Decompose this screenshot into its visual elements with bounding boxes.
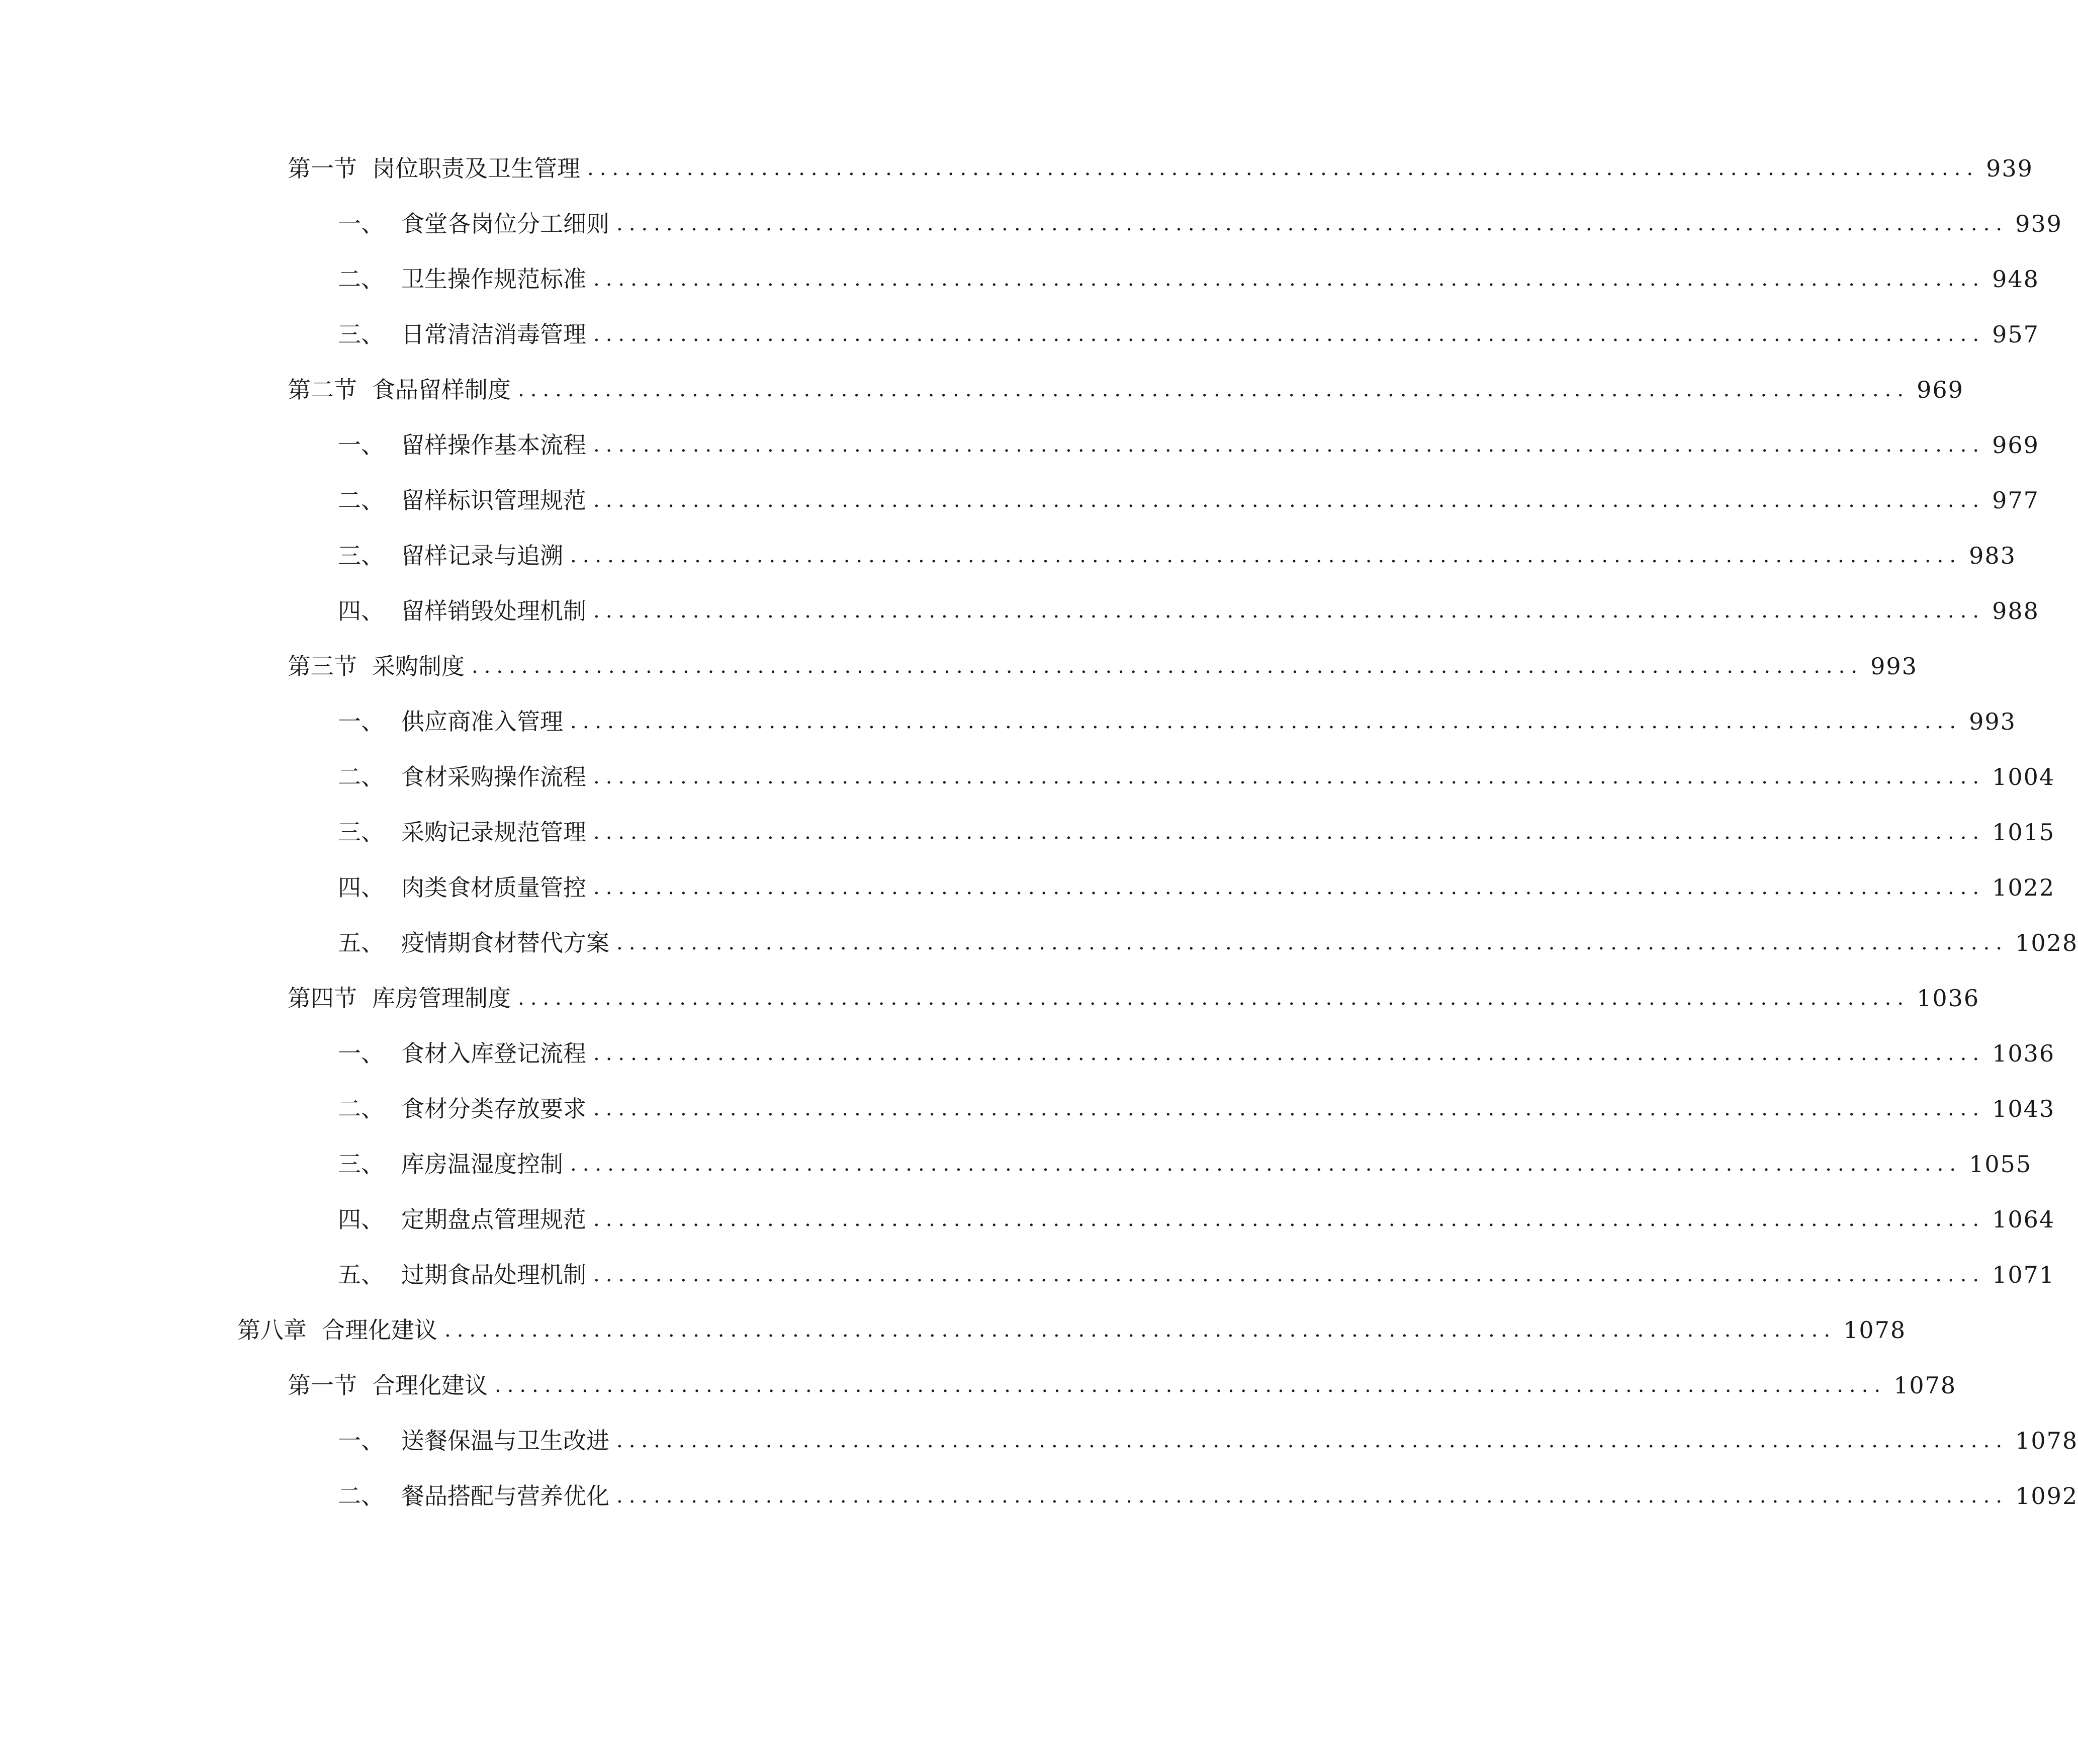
toc-entry[interactable] [338,1089,2055,1129]
entry-page-number: 969 [1992,431,2039,459]
entry-title: 岗位职责及卫生管理 [372,155,580,182]
dot-leader: ................................................................................................................ [570,710,1962,733]
entry-page-number: 1071 [1992,1261,2055,1288]
entry-number: 一、 [338,708,384,735]
entry-number: 二、 [338,487,384,514]
entry-number: 第四节 [288,985,357,1012]
entry-page-number: 939 [2015,210,2062,237]
toc-entry[interactable] [338,1476,2078,1516]
toc-entry[interactable] [288,978,1980,1018]
entry-number: 一、 [338,1040,384,1067]
entry-title: 过期食品处理机制 [401,1261,586,1288]
toc-entry[interactable] [338,314,2039,355]
entry-title: 餐品搭配与营养优化 [401,1482,609,1510]
dot-leader: ................................................................................................................ [593,268,1985,291]
entry-title: 合理化建议 [372,1372,488,1399]
dot-leader: ................................................................................................................ [616,1429,2009,1452]
entry-number: 二、 [338,266,384,293]
toc-entry[interactable] [338,1255,2055,1295]
entry-number: 第一节 [288,155,357,182]
entry-number: 一、 [338,210,384,237]
dot-leader: ................................................................................................................ [472,655,1864,678]
dot-leader: ................................................................................................................ [593,489,1985,512]
entry-page-number: 1055 [1969,1151,2032,1178]
dot-leader: ................................................................................................................ [616,212,2009,235]
entry-page-number: 1004 [1992,763,2055,790]
entry-number: 二、 [338,1095,384,1122]
dot-leader: ................................................................................................................ [495,1374,1887,1397]
entry-page-number: 1015 [1992,819,2055,846]
dot-leader: ................................................................................................................ [570,544,1962,567]
entry-title: 食材入库登记流程 [401,1040,586,1067]
entry-number: 一、 [338,431,384,459]
toc-entry[interactable] [338,536,2016,576]
toc-entry[interactable] [338,867,2055,908]
entry-title: 留样记录与追溯 [401,542,563,569]
entry-title: 采购制度 [372,653,465,680]
entry-title: 食品留样制度 [372,376,511,403]
entry-title: 肉类食材质量管控 [401,874,586,901]
dot-leader: ................................................................................................................ [444,1318,1837,1342]
toc-entry[interactable] [338,701,2016,742]
entry-number: 二、 [338,763,384,790]
dot-leader: ................................................................................................................ [570,1153,1962,1176]
toc-entry[interactable] [338,259,2039,299]
entry-page-number: 988 [1992,597,2039,625]
entry-page-number: 993 [1969,708,2016,735]
entry-title: 库房温湿度控制 [401,1151,563,1178]
toc-entry[interactable] [338,425,2039,465]
entry-number: 第二节 [288,376,357,403]
entry-page-number: 957 [1992,321,2039,348]
dot-leader: ................................................................................................................ [616,931,2009,954]
toc-entry[interactable] [288,148,2033,189]
dot-leader: ................................................................................................................ [593,323,1985,346]
entry-title: 疫情期食材替代方案 [401,929,609,956]
entry-title: 定期盘点管理规范 [401,1206,586,1233]
dot-leader: ................................................................................................................ [593,765,1985,788]
entry-number: 三、 [338,321,384,348]
dot-leader: ................................................................................................................ [593,821,1985,844]
toc-entry[interactable] [338,1421,2078,1461]
entry-title: 库房管理制度 [372,985,511,1012]
entry-page-number: 983 [1969,542,2016,569]
entry-number: 第八章 [237,1316,307,1344]
dot-leader: ................................................................................................................ [593,1097,1985,1120]
dot-leader: ................................................................................................................ [593,876,1985,899]
entry-title: 食堂各岗位分工细则 [401,210,609,237]
entry-number: 四、 [338,1206,384,1233]
entry-number: 二、 [338,1482,384,1510]
entry-number: 四、 [338,597,384,625]
toc-entry[interactable] [237,1310,1907,1350]
entry-number: 五、 [338,929,384,956]
toc-entry[interactable] [338,1144,2032,1184]
entry-number: 第三节 [288,653,357,680]
entry-page-number: 1078 [1843,1316,1907,1344]
entry-page-number: 1064 [1992,1206,2055,1233]
entry-number: 三、 [338,542,384,569]
entry-number: 三、 [338,1151,384,1178]
entry-page-number: 1022 [1992,874,2055,901]
entry-page-number: 939 [1986,155,2033,182]
entry-title: 留样操作基本流程 [401,431,586,459]
toc-entry[interactable] [338,1199,2055,1240]
entry-number: 四、 [338,874,384,901]
toc-entry[interactable] [288,1365,1957,1405]
entry-page-number: 969 [1917,376,1964,403]
entry-number: 第一节 [288,1372,357,1399]
dot-leader: ................................................................................................................ [518,987,1910,1010]
entry-title: 供应商准入管理 [401,708,563,735]
dot-leader: ................................................................................................................ [593,1263,1985,1286]
entry-page-number: 977 [1992,487,2039,514]
toc-entry[interactable] [288,646,1918,686]
entry-title: 食材分类存放要求 [401,1095,586,1122]
dot-leader: ................................................................................................................ [593,1208,1985,1231]
toc-entry[interactable] [338,480,2039,520]
entry-title: 合理化建议 [322,1316,437,1344]
toc-entry[interactable] [338,757,2055,797]
toc-entry[interactable] [338,204,2062,244]
entry-page-number: 948 [1992,266,2039,293]
dot-leader: ................................................................................................................ [593,1042,1985,1065]
toc-entry[interactable] [338,923,2078,963]
toc-entry[interactable] [338,591,2039,631]
entry-page-number: 1036 [1992,1040,2055,1067]
entry-page-number: 1036 [1917,985,1980,1012]
entry-number: 三、 [338,819,384,846]
entry-title: 送餐保温与卫生改进 [401,1427,609,1454]
entry-title: 留样标识管理规范 [401,487,586,514]
entry-title: 食材采购操作流程 [401,763,586,790]
entry-page-number: 1078 [2015,1427,2078,1454]
toc-entry[interactable] [288,370,1964,410]
dot-leader: ................................................................................................................ [518,378,1910,401]
entry-title: 采购记录规范管理 [401,819,586,846]
dot-leader: ................................................................................................................ [593,599,1985,623]
entry-title: 日常清洁消毒管理 [401,321,586,348]
toc-entry[interactable] [338,812,2055,852]
entry-page-number: 1078 [1893,1372,1957,1399]
dot-leader: ................................................................................................................ [593,433,1985,457]
dot-leader: ................................................................................................................ [587,157,1979,180]
entry-title: 卫生操作规范标准 [401,266,586,293]
toc-entry[interactable] [338,1033,2055,1074]
entry-page-number: 1043 [1992,1095,2055,1122]
entry-number: 一、 [338,1427,384,1454]
entry-title: 留样销毁处理机制 [401,597,586,625]
entry-page-number: 993 [1870,653,1918,680]
entry-page-number: 1028 [2015,929,2078,956]
entry-page-number: 1092 [2015,1482,2078,1510]
entry-number: 五、 [338,1261,384,1288]
dot-leader: ................................................................................................................ [616,1484,2009,1508]
